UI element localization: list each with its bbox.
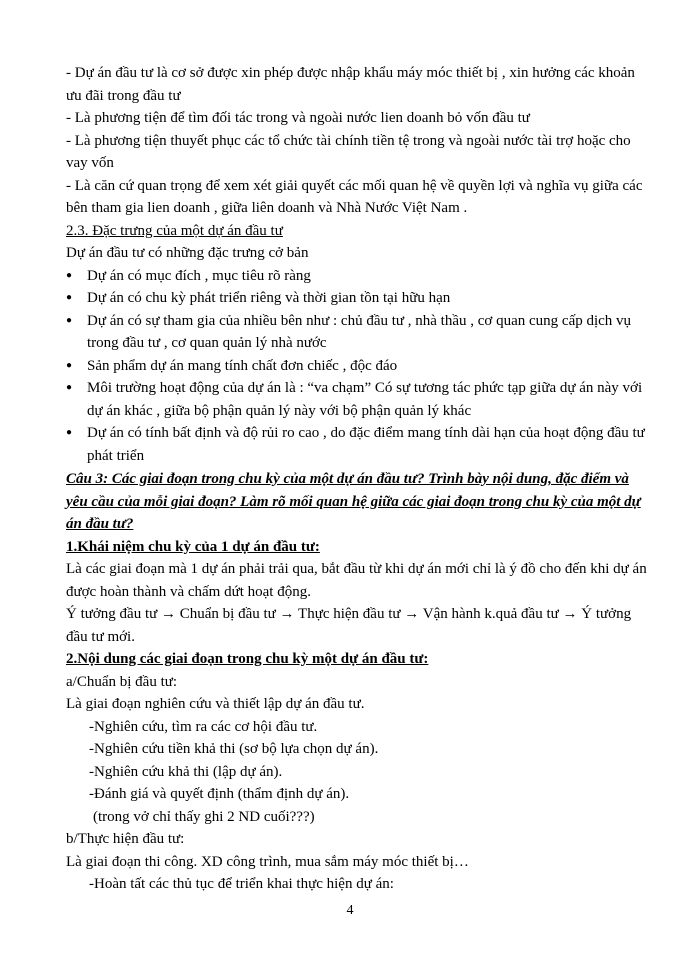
list-item: ● Sản phẩm dự án mang tính chất đơn chiếc , độc đáo: [66, 355, 648, 378]
role-paragraph-1: - Dự án đầu tư là cơ sở được xin phép được nhập khẩu máy móc thiết bị , xin hưởng các khoản ưu đãi trong đầu tư: [66, 65, 635, 104]
characteristics-list: [66, 265, 648, 468]
role-paragraph-3: - Là phương tiện thuyết phục các tổ chức tài chính tiền tệ trong và ngoài nước tài trợ hoặc cho vay vốn: [66, 132, 631, 171]
list-item: ● Dự án có sự tham gia của nhiều bên như : chủ đầu tư , nhà thầu , cơ quan cung cấp dịch vụ trong đầu tư , cơ quan quản lý nhà nước: [66, 310, 648, 355]
stage-a-note: (trong vở chỉ thấy ghi 2 ND cuối???): [93, 808, 315, 825]
stage-a-item: -Nghiên cứu tiền khả thi (sơ bộ lựa chọn dự án).: [89, 741, 379, 757]
stage-b-item: -Hoàn tất các thủ tục để triển khai thực hiện dự án:: [89, 876, 394, 892]
stage-b-title: b/Thực hiện đầu tư:: [66, 831, 185, 847]
page-number: 4: [346, 903, 354, 918]
section-2-3-intro: Dự án đầu tư có những đặc trưng cở bản: [66, 245, 309, 261]
stage-b-description: Là giai đoạn thi công. XD công trình, mua sắm máy móc thiết bị…: [66, 853, 469, 870]
stage-a-item: -Đánh giá và quyết định (thẩm định dự án).: [89, 786, 350, 802]
list-item: ● Dự án có chu kỳ phát triển riêng và thời gian tồn tại hữu hạn: [66, 287, 648, 310]
list-item: ● Môi trường hoạt động của dự án là : “va chạm” Có sự tương tác phức tạp giữa dự án này với dự án khác , giữa bộ phận quản lý này với bộ phận quản lý khác: [66, 377, 648, 422]
question-3-heading: Câu 3: Các giai đoạn trong chu kỳ của một dự án đầu tư? Trình bày nội dung, đặc điểm và yêu cầu của mỗi giai đoạn? Làm rõ mối quan hệ giữa các giai đoạn trong chu kỳ của một dự án đầu tư?: [66, 471, 641, 532]
document-body: [66, 62, 648, 896]
stage-a-item: -Nghiên cứu khả thi (lập dự án).: [89, 763, 283, 780]
stage-a-item: -Nghiên cứu, tìm ra các cơ hội đầu tư.: [89, 718, 318, 735]
concept-flow: Ý tưởng đầu tư → Chuẩn bị đầu tư → Thực hiện đầu tư → Vận hành k.quả đầu tư → Ý tưởng đầu tư mới.: [66, 606, 632, 645]
stage-a-title: a/Chuẩn bị đầu tư:: [66, 673, 178, 690]
stages-heading: 2.Nội dung các giai đoạn trong chu kỳ một dự án đầu tư:: [66, 651, 429, 667]
section-2-3-heading: 2.3. Đặc trưng của một dự án đầu tư: [66, 222, 283, 239]
stage-a-description: Là giai đoạn nghiên cứu và thiết lập dự án đầu tư.: [66, 696, 365, 712]
role-paragraph-2: - Là phương tiện để tìm đối tác trong và ngoài nước lien doanh bỏ vốn đầu tư: [66, 110, 530, 126]
concept-definition: Là các giai đoạn mà 1 dự án phải trải qua, bắt đầu từ khi dự án mới chỉ là ý đồ cho đến khi dự án được hoàn thành và chấm dứt hoạt động.: [66, 561, 647, 600]
list-item: ● Dự án có tính bất định và độ rủi ro cao , do đặc điểm mang tính dài hạn của hoạt động đầu tư phát triển: [66, 422, 648, 467]
role-paragraph-4: - Là căn cứ quan trọng để xem xét giải quyết các mối quan hệ về quyền lợi và nghĩa vụ giữa các bên tham gia lien doanh , giữa liên doanh và Nhà Nước Việt Nam .: [66, 177, 643, 216]
concept-heading: 1.Khái niệm chu kỳ của 1 dự án đầu tư:: [66, 538, 320, 555]
list-item: ● Dự án có mục đích , mục tiêu rõ ràng: [66, 265, 648, 288]
